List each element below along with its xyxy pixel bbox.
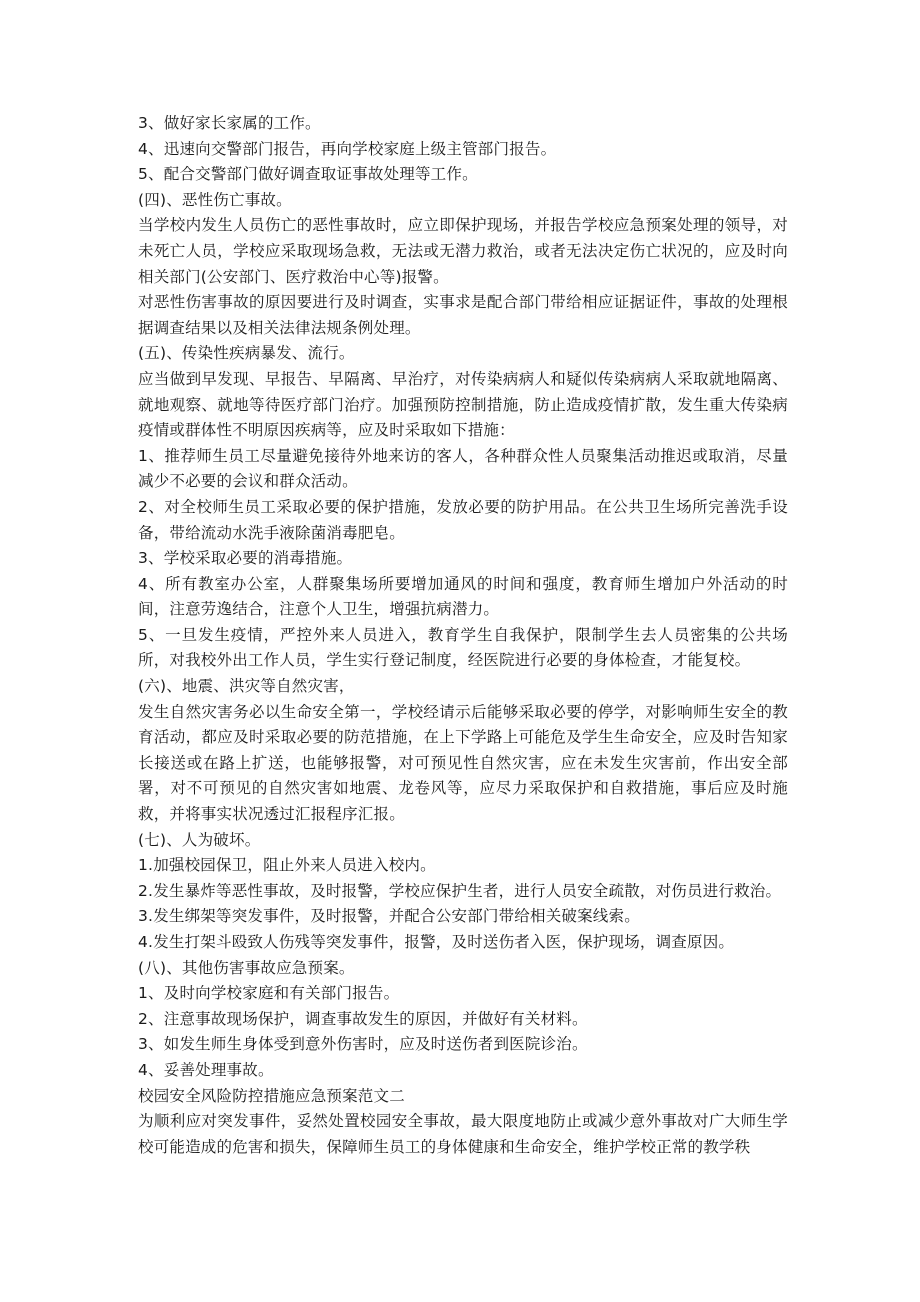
paragraph: 5、一旦发生疫情，严控外来人员进入，教育学生自我保护，限制学生去人员密集的公共场所，对我校外出工作人员，学生实行登记制度，经医院进行必要的身体检查，才能复校。 <box>138 625 788 670</box>
paragraph: 2.发生暴炸等恶性事故，及时报警，学校应保护生者，进行人员安全疏散，对伤员进行救治。 <box>138 881 782 900</box>
paragraph: 3、如发生师生身体受到意外伤害时，应及时送伤者到医院诊治。 <box>138 1035 588 1054</box>
paragraph: 4、迅速向交警部门报告，再向学校家庭上级主管部门报告。 <box>138 139 557 158</box>
paragraph: 2、注意事故现场保护，调查事故发生的原因，并做好有关材料。 <box>138 1009 588 1028</box>
paragraph: 为顺利应对突发事件，妥然处置校园安全事故，最大限度地防止或减少意外事故对广大师生学校可能造成的危害和损失，保障师生员工的身体健康和生命安全，维护学校正常的教学秩 <box>138 1112 788 1156</box>
document-body <box>138 111 788 1160</box>
paragraph: 3.发生绑架等突发事件，及时报警，并配合公安部门带给相关破案线索。 <box>138 907 640 926</box>
paragraph: 应当做到早发现、早报告、早隔离、早治疗，对传染病病人和疑似传染病病人采取就地隔离、就地观察、就地等待医疗部门治疗。加强预防控制措施，防止造成疫情扩散，发生重大传染病疫情或群体性不明原因疾病等，应及时采取如下措施： <box>138 369 788 440</box>
paragraph: 4.发生打架斗殴致人伤残等突发事件，报警，及时送伤者入医，保护现场，调查原因。 <box>138 933 735 951</box>
paragraph: 3、学校采取必要的消毒措施。 <box>138 549 353 568</box>
section-heading: (七)、人为破坏。 <box>138 830 261 849</box>
paragraph: 发生自然灾害务必以生命安全第一，学校经请示后能够采取必要的停学，对影响师生安全的教育活动，都应及时采取必要的防范措施，在上下学路上可能危及学生生命安全，应及时告知家长接送或在路上扩送，也能够报警，对可预见性自然灾害，应在未发生灾害前，作出安全部署，对不可预见的自然灾害如地震、龙卷风等，应尽力采取保护和自救措施，事后应及时施救，并将事实状况透过汇报程序汇报。 <box>138 702 788 824</box>
paragraph: 1.加强校园保卫，阻止外来人员进入校内。 <box>138 856 436 875</box>
paragraph: 对恶性伤害事故的原因要进行及时调查，实事求是配合部门带给相应证据证件，事故的处理根据调查结果以及相关法律法规条例处理。 <box>138 293 788 337</box>
document-subtitle: 校园安全风险防控措施应急预案范文二 <box>138 1086 405 1105</box>
paragraph: 4、妥善处理事故。 <box>138 1060 274 1079</box>
paragraph: 4、所有教室办公室，人群聚集场所要增加通风的时间和强度，教育师生增加户外活动的时间，注意劳逸结合，注意个人卫生，增强抗病潜力。 <box>138 574 788 619</box>
paragraph: 1、及时向学校家庭和有关部门报告。 <box>138 984 400 1003</box>
paragraph: 2、对全校师生员工采取必要的保护措施，发放必要的防护用品。在公共卫生场所完善洗手设备，带给流动水洗手液除菌消毒肥皂。 <box>138 497 788 542</box>
paragraph: 当学校内发生人员伤亡的恶性事故时，应立即保护现场，并报告学校应急预案处理的领导，对未死亡人员，学校应采取现场急救，无法或无潜力救治，或者无法决定伤亡状况的，应及时向相关部门(公安部门、医疗救治中心等)报警。 <box>138 216 788 286</box>
paragraph: 3、做好家长家属的工作。 <box>138 114 321 132</box>
section-heading: (六)、地震、洪灾等自然灾害， <box>138 677 355 696</box>
section-heading: (五)、传染性疾病暴发、流行。 <box>138 344 355 363</box>
paragraph: 5、配合交警部门做好调查取证事故处理等工作。 <box>138 165 478 184</box>
section-heading: (四)、恶性伤亡事故。 <box>138 190 292 209</box>
section-heading: (八)、其他伤害事故应急预案。 <box>138 958 355 977</box>
paragraph: 1、推荐师生员工尽量避免接待外地来访的客人，各种群众性人员聚集活动推迟或取消，尽量减少不必要的会议和群众活动。 <box>138 446 788 491</box>
